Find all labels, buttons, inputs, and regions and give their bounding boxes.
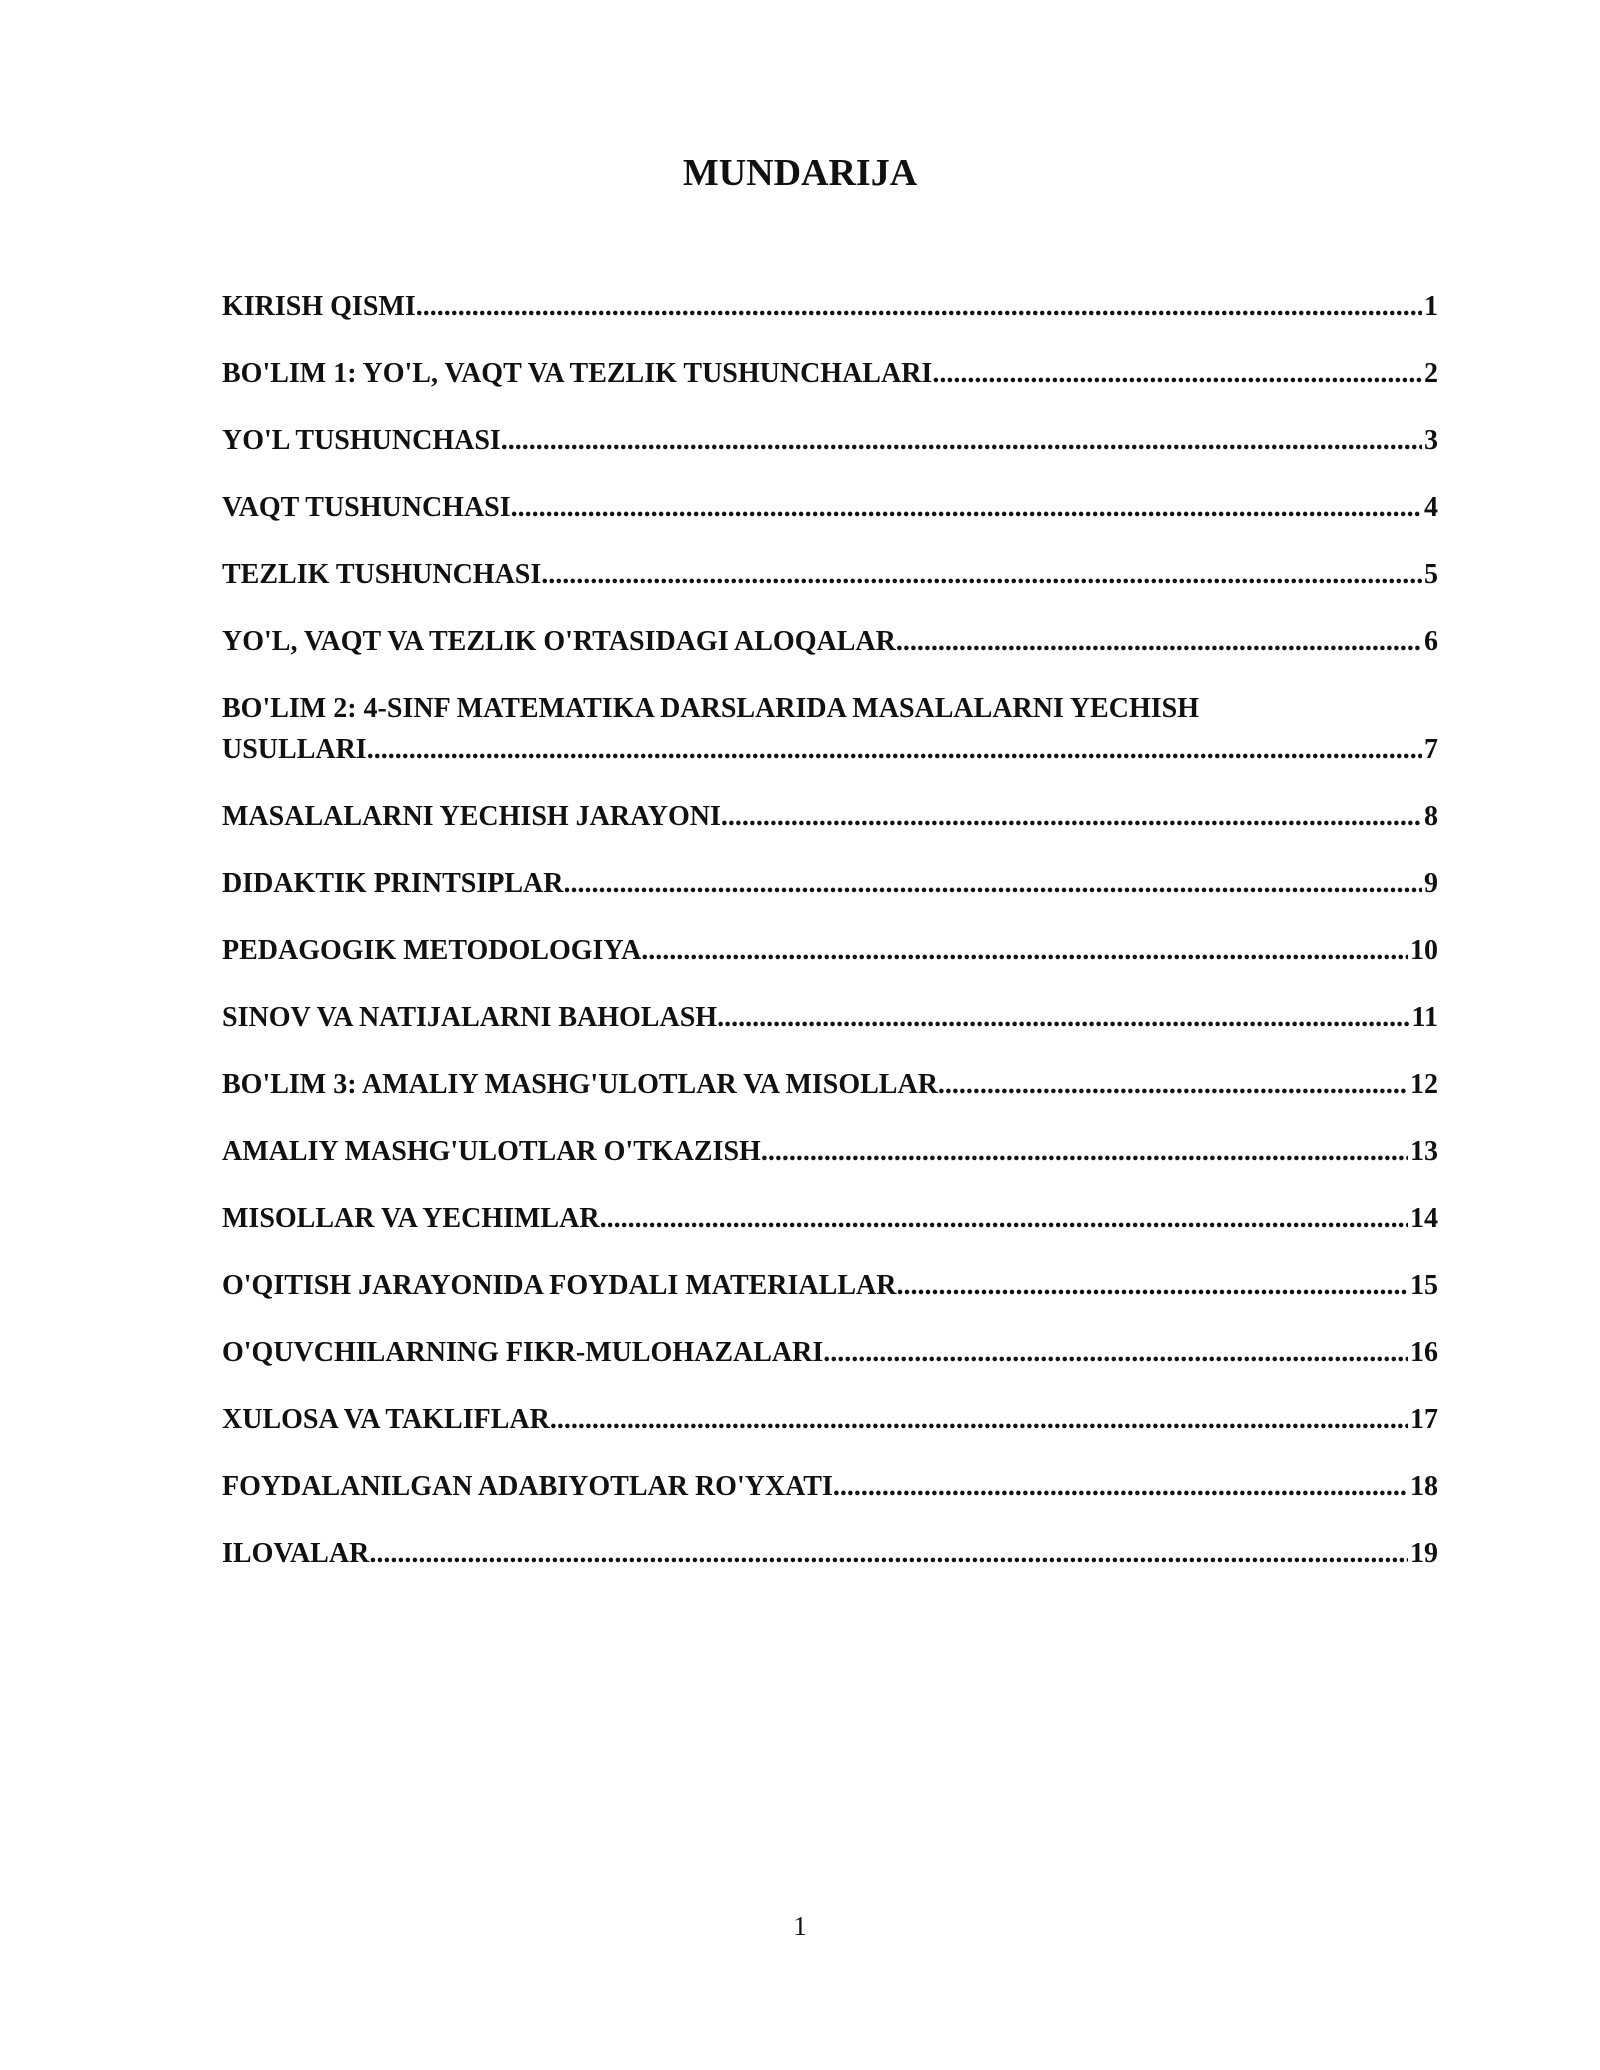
- toc-entry-ilovalar[interactable]: [222, 1533, 1438, 1574]
- toc-entry-label: USULLARI: [222, 734, 367, 765]
- toc-entry-fikr-mulohazalari[interactable]: [222, 1332, 1438, 1373]
- toc-entry-page: 7: [1424, 734, 1438, 765]
- toc-entry-page: 13: [1410, 1136, 1438, 1167]
- toc-entry-xulosa-takliflar[interactable]: [222, 1399, 1438, 1440]
- toc-dot-leader: [761, 1131, 1408, 1172]
- toc-entry-label: MASALALARNI YECHISH JARAYONI: [222, 801, 721, 832]
- toc-dot-leader: [896, 1265, 1408, 1306]
- toc-entry-page: 1: [1424, 291, 1438, 322]
- toc-entry-page: 10: [1410, 935, 1438, 966]
- toc-entry-kirish-qismi[interactable]: [222, 286, 1438, 327]
- toc-entry-page: 14: [1410, 1203, 1438, 1234]
- toc-entry-label: SINOV VA NATIJALARNI BAHOLASH: [222, 1002, 718, 1033]
- toc-entry-sinov-baholash[interactable]: [222, 997, 1438, 1038]
- toc-entry-label: FOYDALANILGAN ADABIYOTLAR RO'YXATI: [222, 1471, 833, 1502]
- toc-dot-leader: [541, 554, 1422, 595]
- toc-dot-leader: [896, 621, 1422, 662]
- toc-entry-label: O'QITISH JARAYONIDA FOYDALI MATERIALLAR: [222, 1270, 897, 1301]
- toc-entry-bolim-3[interactable]: [222, 1064, 1438, 1105]
- toc-entry-page: 19: [1410, 1538, 1438, 1569]
- toc-entry-label: KIRISH QISMI: [222, 291, 416, 322]
- toc-dot-leader: [717, 997, 1409, 1038]
- toc-entry-label: BO'LIM 3: AMALIY MASHG'ULOTLAR VA MISOLLAR: [222, 1069, 938, 1100]
- toc-entry-label: VAQT TUSHUNCHASI: [222, 492, 511, 523]
- page-number: 1: [793, 1911, 807, 1941]
- toc-entry-bolim-1[interactable]: [222, 353, 1438, 394]
- toc-dot-leader: [938, 1064, 1408, 1105]
- toc-dot-leader: [600, 1198, 1408, 1239]
- toc-dot-leader: [641, 930, 1408, 971]
- toc-entry-label: XULOSA VA TAKLIFLAR: [222, 1404, 550, 1435]
- toc-entry-aloqalar[interactable]: [222, 621, 1438, 662]
- toc-entry-foydali-materiallar[interactable]: [222, 1265, 1438, 1306]
- toc-entry-vaqt-tushunchasi[interactable]: [222, 487, 1438, 528]
- toc-entry-label: AMALIY MASHG'ULOTLAR O'TKAZISH: [222, 1136, 761, 1167]
- toc-entry-bolim-2[interactable]: [222, 688, 1438, 770]
- toc-dot-leader: [416, 286, 1422, 327]
- toc-dot-leader: [550, 1399, 1408, 1440]
- toc-entry-misollar-yechimlar[interactable]: [222, 1198, 1438, 1239]
- toc-dot-leader: [367, 729, 1422, 770]
- toc-entry-page: 3: [1424, 425, 1438, 456]
- toc-entry-page: 4: [1424, 492, 1438, 523]
- toc-entry-page: 6: [1424, 626, 1438, 657]
- toc-entry-page: 8: [1424, 801, 1438, 832]
- toc-entry-label: MISOLLAR VA YECHIMLAR: [222, 1203, 600, 1234]
- toc-dot-leader: [721, 796, 1422, 837]
- toc-dot-leader: [511, 487, 1422, 528]
- toc-dot-leader: [501, 420, 1422, 461]
- toc-entry-label: YO'L, VAQT VA TEZLIK O'RTASIDAGI ALOQALAR: [222, 626, 896, 657]
- toc-entry-page: 11: [1411, 1002, 1438, 1033]
- toc-entry-label-line1: BO'LIM 2: 4-SINF MATEMATIKA DARSLARIDA MASALALARNI YECHISH: [222, 693, 1199, 724]
- toc-entry-yol-tushunchasi[interactable]: [222, 420, 1438, 461]
- page-title: MUNDARIJA: [682, 152, 918, 194]
- toc-entry-adabiyotlar[interactable]: [222, 1466, 1438, 1507]
- toc-dot-leader: [833, 1466, 1408, 1507]
- toc-entry-amaliy-mashgulotlar[interactable]: [222, 1131, 1438, 1172]
- toc-entry-page: 5: [1424, 559, 1438, 590]
- toc-entry-label: O'QUVCHILARNING FIKR-MULOHAZALARI: [222, 1337, 824, 1368]
- toc-entry-tezlik-tushunchasi[interactable]: [222, 554, 1438, 595]
- toc-entry-label: DIDAKTIK PRINTSIPLAR: [222, 868, 564, 899]
- toc-entry-page: 12: [1410, 1069, 1438, 1100]
- toc-entry-page: 2: [1424, 358, 1438, 389]
- toc-dot-leader: [932, 353, 1422, 394]
- toc-entry-pedagogik-metodologiya[interactable]: [222, 930, 1438, 971]
- toc-entry-label: TEZLIK TUSHUNCHASI: [222, 559, 542, 590]
- toc-entry-page: 15: [1410, 1270, 1438, 1301]
- toc-entry-label: PEDAGOGIK METODOLOGIYA: [222, 935, 642, 966]
- toc-entry-label: YO'L TUSHUNCHASI: [222, 425, 501, 456]
- toc-dot-leader: [823, 1332, 1408, 1373]
- toc-entry-page: 18: [1410, 1471, 1438, 1502]
- toc-entry-yechish-jarayoni[interactable]: [222, 796, 1438, 837]
- toc-entry-didaktik-printsiplar[interactable]: [222, 863, 1438, 904]
- toc-entry-page: 16: [1410, 1337, 1438, 1368]
- toc-dot-leader: [564, 863, 1423, 904]
- toc-entry-page: 9: [1424, 868, 1438, 899]
- toc-entry-label: BO'LIM 1: YO'L, VAQT VA TEZLIK TUSHUNCHALARI: [222, 358, 933, 389]
- toc-entry-page: 17: [1410, 1404, 1438, 1435]
- toc-entry-label: ILOVALAR: [222, 1538, 370, 1569]
- toc-dot-leader: [369, 1533, 1408, 1574]
- table-of-contents: [222, 286, 1438, 1600]
